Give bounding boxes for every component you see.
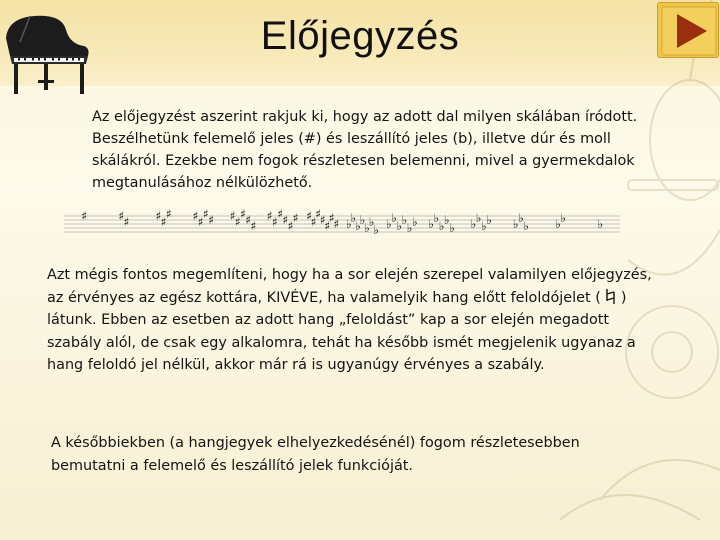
intro-paragraph: Az előjegyzést aszerint rakjuk ki, hogy az adott dal milyen skálában íródott. Beszélhetünk felemelő jeles (#) és leszállító jeles (b), illetve dúr és moll skálákról. Ezekbe nem fogok részletesen belemenni, mivel a gyermekdalok megtanulásához nélkülözhető. [92, 109, 638, 191]
sharp-sign: ♯ [203, 207, 209, 221]
staff-lines [64, 216, 620, 232]
rule-text-before: Azt mégis fontos megemlíteni, hogy ha a sor elején szerepel valamilyen előjegyzés, az érvényes az egész kottára, KIVÉVE, ha valamelyik hang előtt feloldójelet ( [47, 267, 652, 306]
sharp-sign: ♯ [192, 209, 199, 223]
flat-sign: ♭ [359, 213, 366, 227]
sharp-sign: ♯ [277, 207, 284, 221]
key-signature-group [598, 217, 604, 231]
sharp-sign: ♯ [287, 219, 294, 233]
flat-sign: ♭ [597, 217, 604, 231]
flat-sign: ♭ [443, 213, 450, 227]
sharp-sign: ♯ [319, 213, 326, 227]
flat-sign: ♭ [406, 221, 413, 235]
flat-sign: ♭ [481, 219, 487, 233]
sharp-sign: ♯ [160, 215, 167, 229]
sharp-sign: ♯ [81, 209, 88, 223]
flat-sign: ♭ [470, 217, 477, 231]
flat-sign: ♭ [368, 215, 375, 229]
sharp-sign: ♯ [333, 217, 340, 231]
sharp-sign: ♯ [240, 207, 246, 221]
key-signature-group [346, 211, 379, 237]
flat-sign: ♭ [512, 217, 519, 231]
flat-sign: ♭ [412, 215, 418, 229]
flat-sign: ♭ [364, 221, 370, 235]
flat-sign: ♭ [373, 223, 379, 237]
sharp-sign: ♯ [155, 209, 162, 223]
sharp-sign: ♯ [315, 207, 322, 221]
key-signature-group [306, 207, 339, 233]
play-icon [658, 3, 720, 59]
sharp-sign: ♯ [245, 213, 252, 227]
flat-sign: ♭ [386, 217, 392, 231]
natural-sign-icon [601, 287, 621, 305]
sharp-sign: ♯ [272, 215, 278, 229]
key-signature-group [471, 211, 492, 233]
flat-sign: ♭ [518, 211, 524, 225]
sharp-sign: ♯ [197, 215, 204, 229]
flat-sign: ♭ [523, 219, 529, 233]
sharp-sign: ♯ [266, 209, 273, 223]
flat-sign: ♭ [428, 217, 434, 231]
flat-sign: ♭ [346, 217, 352, 231]
sharp-sign: ♯ [234, 215, 241, 229]
key-signature-group [81, 209, 87, 223]
sharp-sign: ♯ [118, 209, 125, 223]
sharp-sign: ♯ [123, 215, 130, 229]
sharp-sign: ♯ [310, 215, 317, 229]
flat-sign: ♭ [350, 211, 357, 225]
sharp-sign: ♯ [292, 211, 299, 225]
key-signature-group [386, 211, 418, 235]
flat-sign: ♭ [433, 211, 440, 225]
flat-sign: ♭ [391, 211, 397, 225]
key-signature-group [193, 207, 214, 229]
flat-sign: ♭ [355, 219, 361, 233]
flat-sign: ♭ [396, 219, 403, 233]
sharp-sign: ♯ [306, 209, 313, 223]
flat-sign: ♭ [555, 217, 561, 231]
closing-paragraph: A későbbiekben (a hangjegyek elhelyezkedésénél) fogom részletesebben bemutatni a felemelő és leszállító jelek funkcióját. [51, 435, 580, 474]
flat-sign: ♭ [449, 221, 455, 235]
flat-sign: ♭ [560, 211, 567, 225]
key-signature-group [118, 209, 129, 229]
flat-sign: ♭ [401, 213, 408, 227]
sharp-sign: ♯ [165, 207, 172, 221]
key-signature-group [267, 207, 299, 233]
sharp-sign: ♯ [229, 209, 236, 223]
sharp-sign: ♯ [282, 213, 289, 227]
sharp-sign: ♯ [250, 219, 257, 233]
key-signature-group [156, 207, 172, 229]
play-button[interactable] [657, 2, 719, 58]
sharp-sign: ♯ [208, 213, 215, 227]
sharp-sign: ♯ [324, 219, 331, 233]
sharp-sign: ♯ [328, 211, 335, 225]
key-signature-group [230, 207, 257, 233]
key-signature-group [428, 211, 454, 235]
key-signature-staff [64, 204, 620, 240]
key-signature-groups [81, 207, 603, 237]
flat-sign: ♭ [438, 219, 445, 233]
page-title: Előjegyzés [260, 14, 460, 58]
flat-sign: ♭ [486, 213, 492, 227]
rule-paragraph [47, 264, 667, 377]
key-signature-group [513, 211, 529, 233]
rule-text-after: ) látunk. Ebben az esetben az adott hang „feloldást” kap a sor elején megadott szabály alól, de csak egy alkalomra, tehát ha később ismét megjelenik ugyanaz a hang feloldó jel nélkül, akkor már rá is ugyanúgy érvényes a szabály. [47, 289, 636, 373]
flat-sign: ♭ [475, 211, 482, 225]
